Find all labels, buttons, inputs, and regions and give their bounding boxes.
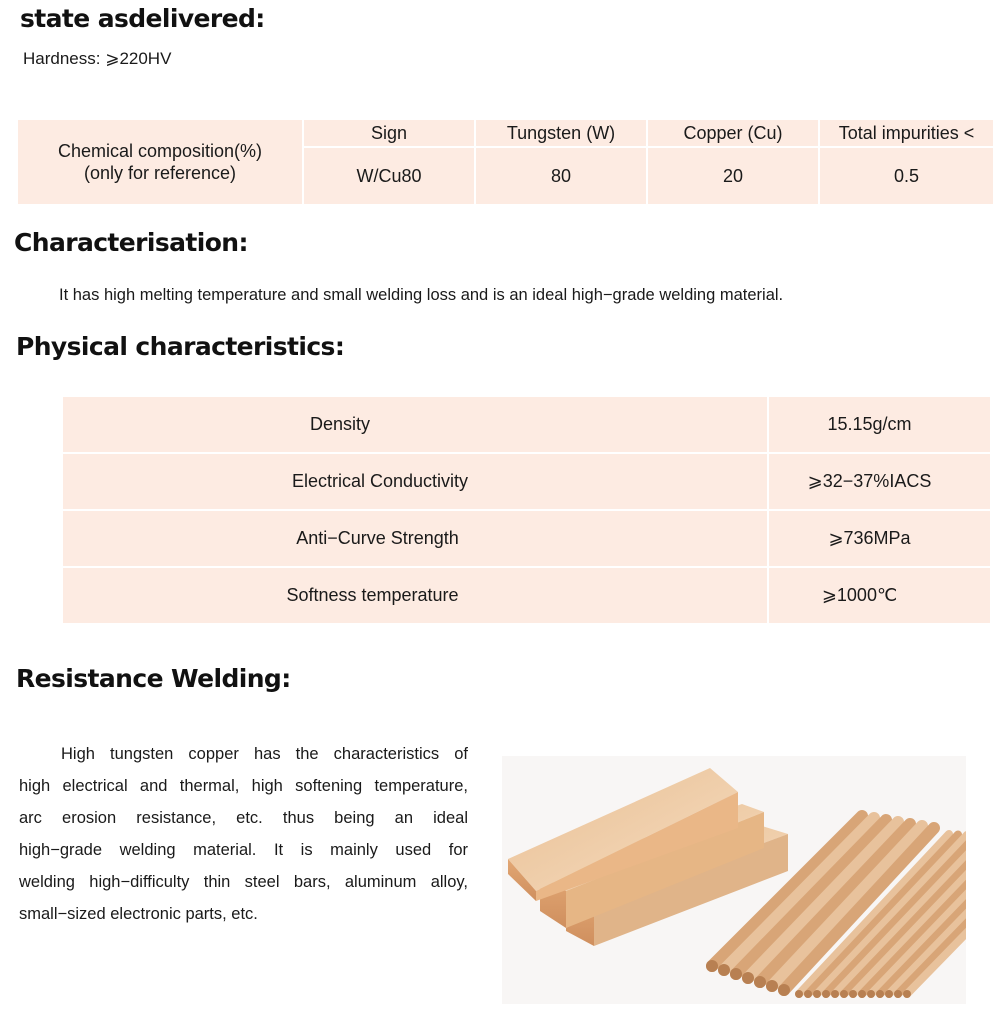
chem-header-sign: Sign xyxy=(304,120,474,146)
rod-end xyxy=(706,960,718,972)
chem-header-row xyxy=(18,120,993,146)
phys-value: ⩾32−37%IACS xyxy=(769,454,990,509)
rod-end xyxy=(885,990,893,998)
characterisation-heading: Characterisation: xyxy=(14,228,248,257)
resistance-welding-paragraph xyxy=(19,738,468,930)
physical-characteristics-table xyxy=(61,395,992,625)
chem-value-impurities: 0.5 xyxy=(820,148,993,204)
rod-end xyxy=(730,968,742,980)
phys-row xyxy=(63,568,990,623)
physical-heading: Physical characteristics: xyxy=(16,332,345,361)
hardness-text: Hardness: ⩾220HV xyxy=(23,49,172,68)
paragraph-line: small−sized electronic parts, etc. xyxy=(19,905,258,923)
rod-end xyxy=(795,990,803,998)
paragraph-line: High tungsten copper has the characteristics of xyxy=(61,745,468,763)
phys-value: ⩾1000℃ xyxy=(769,568,990,623)
chem-value-sign: W/Cu80 xyxy=(304,148,474,204)
chem-row-label xyxy=(18,120,302,204)
rod-end xyxy=(754,976,766,988)
rod-end xyxy=(867,990,875,998)
rod-end xyxy=(840,990,848,998)
rod-end xyxy=(858,990,866,998)
paragraph-line: high electrical and thermal, high softening temperature, xyxy=(19,777,468,795)
paragraph-line: arc erosion resistance, etc. thus being an ideal xyxy=(19,809,468,827)
rod-end xyxy=(804,990,812,998)
phys-row xyxy=(63,397,990,452)
rod-end xyxy=(903,990,911,998)
chem-value-copper: 20 xyxy=(648,148,818,204)
state-heading: state asdelivered: xyxy=(20,4,265,33)
chem-row-label-note: (only for reference) xyxy=(83,163,237,183)
chemical-composition-table xyxy=(16,118,995,206)
phys-property: Softness temperature xyxy=(63,568,767,623)
chem-header-impurities: Total impurities < xyxy=(820,120,993,146)
phys-value: 15.15g/cm xyxy=(769,397,990,452)
rod-end xyxy=(894,990,902,998)
phys-property: Density xyxy=(63,397,767,452)
rod-end xyxy=(831,990,839,998)
phys-row xyxy=(63,454,990,509)
chem-header-copper: Copper (Cu) xyxy=(648,120,818,146)
paragraph-line: high−grade welding material. It is mainly used for xyxy=(19,841,468,859)
rod-end xyxy=(822,990,830,998)
rod-end xyxy=(718,964,730,976)
product-photo xyxy=(502,756,966,1004)
phys-row xyxy=(63,511,990,566)
rod-end xyxy=(849,990,857,998)
phys-property: Anti−Curve Strength xyxy=(63,511,767,566)
phys-value: ⩾736MPa xyxy=(769,511,990,566)
rod-end xyxy=(742,972,754,984)
chem-value-tungsten: 80 xyxy=(476,148,646,204)
chem-row-label-main: Chemical composition(%) xyxy=(57,141,263,161)
phys-property: Electrical Conductivity xyxy=(63,454,767,509)
rod-end xyxy=(766,980,778,992)
rod-end xyxy=(778,984,790,996)
rod-end xyxy=(876,990,884,998)
characterisation-text: It has high melting temperature and small welding loss and is an ideal high−grade welding material. xyxy=(59,286,784,304)
chem-header-tungsten: Tungsten (W) xyxy=(476,120,646,146)
rod-end xyxy=(813,990,821,998)
resistance-welding-heading: Resistance Welding: xyxy=(16,664,291,693)
paragraph-line: welding high−difficulty thin steel bars, aluminum alloy, xyxy=(19,873,468,891)
